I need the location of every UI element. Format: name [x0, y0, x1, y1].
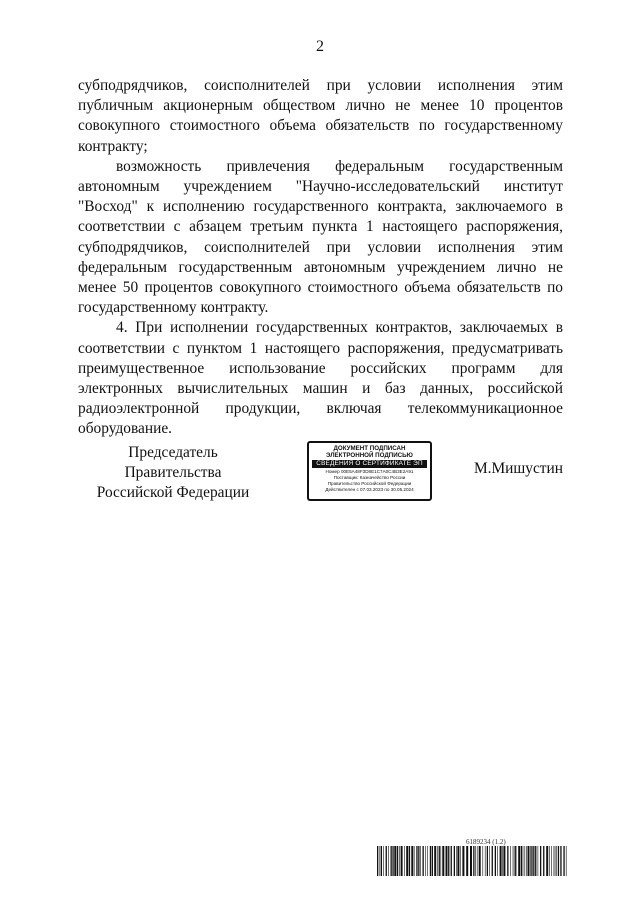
barcode-bar	[528, 846, 530, 876]
barcode-bar	[495, 846, 496, 876]
barcode-image	[377, 846, 567, 876]
document-body	[78, 76, 563, 440]
barcode-number: 6189234 (1.2)	[466, 838, 506, 846]
barcode-bar	[518, 846, 520, 876]
stamp-validity: Действителен с 07.03.2023 по 30.05.2024	[325, 487, 414, 492]
barcode-bar	[399, 846, 400, 876]
barcode-bar	[477, 846, 478, 876]
barcode-bar	[551, 846, 552, 876]
paragraph-item-4: 4. При исполнении государственных контрактов, заключаемых в соответствии с пунктом 1 настоящего распоряжения, предусматривать преимущественное использование российских программ для электронных вычислительных машин и баз данных, российской радиоэлектронной продукции, включая телекоммуникационное оборудование.	[78, 319, 563, 438]
barcode-bar	[404, 846, 405, 876]
barcode-bar	[420, 846, 421, 876]
barcode-bar	[470, 846, 472, 876]
electronic-signature-stamp	[307, 441, 432, 501]
page-number: 2	[316, 38, 324, 55]
barcode-bar	[514, 846, 515, 876]
barcode-bar	[388, 846, 389, 876]
barcode-bar	[546, 846, 548, 876]
barcode-bar	[414, 846, 415, 876]
barcode-bar	[533, 846, 534, 876]
barcode-bar	[513, 846, 514, 876]
barcode-bar	[526, 846, 527, 876]
barcode-bar	[430, 846, 431, 876]
barcode-bar	[515, 846, 516, 876]
barcode-bar	[535, 846, 536, 876]
barcode-bar	[523, 846, 524, 876]
stamp-title	[309, 445, 430, 459]
barcode-bar	[560, 846, 561, 876]
barcode-bar	[446, 846, 448, 876]
stamp-owner: Правительство Российской Федерации	[327, 481, 412, 486]
barcode-bar	[538, 846, 539, 876]
paragraph-voskhod: возможность привлечения федеральным государственным автономным учреждением "Научно-исследовательский институт "Восход" к исполнению государственного контракта, заключаемого в соответствии с абзацем третьим пункта 1 настоящего распоряжения, субподрядчиков, соисполнителей при условии исполнения этим федеральным государственным автономным учреждением лично не менее 50 процентов совокупного стоимостного объема обязательств по государственному контракту.	[78, 157, 563, 317]
barcode-bar	[497, 846, 498, 876]
barcode-bar	[502, 846, 503, 876]
barcode-bar	[530, 846, 531, 876]
barcode-bar	[540, 846, 541, 876]
barcode-bar	[475, 846, 476, 876]
barcode-bar	[549, 846, 550, 876]
barcode-bar	[531, 846, 532, 876]
barcode-bar	[383, 846, 384, 876]
barcode-bar	[432, 846, 433, 876]
barcode-bar	[525, 846, 526, 876]
barcode-bar	[441, 846, 442, 876]
barcode-bar	[566, 846, 567, 876]
barcode-bar	[555, 846, 556, 876]
barcode-bar	[401, 846, 403, 876]
barcode-bar	[439, 846, 440, 876]
barcode-bar	[406, 846, 408, 876]
barcode-bar	[558, 846, 559, 876]
signatory-position	[78, 443, 268, 503]
stamp-issuer: Поставщик: Казначейство России	[333, 475, 406, 480]
barcode-bar	[386, 846, 387, 876]
barcode-bar	[503, 846, 505, 876]
barcode-bar	[418, 846, 419, 876]
barcode-bar	[434, 846, 436, 876]
signatory-position-line2: Российской Федерации	[96, 484, 250, 501]
barcode-bar	[391, 846, 392, 876]
barcode-bar	[392, 846, 393, 876]
barcode-bar	[492, 846, 493, 876]
barcode-bar	[483, 846, 484, 876]
barcode-bar	[554, 846, 555, 876]
barcode-bar	[485, 846, 486, 876]
barcode-bar	[425, 846, 426, 876]
barcode-bar	[457, 846, 459, 876]
barcode-bar	[409, 846, 410, 876]
barcode-bar	[451, 846, 452, 876]
barcode-bar	[556, 846, 557, 876]
barcode-bar	[380, 846, 381, 876]
barcode-bar	[377, 846, 378, 876]
stamp-title-line1: ДОКУМЕНТ ПОДПИСАН	[333, 445, 406, 452]
barcode-bar	[500, 846, 502, 876]
barcode-bar	[543, 846, 544, 876]
barcode-bar	[454, 846, 455, 876]
barcode-bar	[442, 846, 444, 876]
barcode-bar	[460, 846, 461, 876]
barcode-bar	[416, 846, 417, 876]
stamp-title-line2: ЭЛЕКТРОННОЙ ПОДПИСЬЮ	[326, 452, 413, 459]
barcode-bar	[462, 846, 464, 876]
signatory-position-line1: Председатель Правительства	[124, 444, 222, 481]
barcode-bar	[507, 846, 508, 876]
barcode-bar	[473, 846, 474, 876]
paragraph-continuation: субподрядчиков, соисполнителей при условии исполнения этим публичным акционерным обществом лично не менее 10 процентов совокупного стоимостного объема обязательств по государственному контракту;	[78, 77, 563, 155]
barcode-bar	[448, 846, 449, 876]
barcode-bar	[479, 846, 481, 876]
barcode-bar	[394, 846, 396, 876]
barcode-bar	[563, 846, 564, 876]
signatory-name: М.Мишустин	[473, 460, 563, 477]
barcode-bar	[466, 846, 468, 876]
barcode-bar	[397, 846, 398, 876]
barcode-bar	[489, 846, 490, 876]
stamp-serial: 00E5A48F3D8E1C7A0C4B3E2A91	[340, 469, 414, 474]
barcode-bar	[521, 846, 522, 876]
barcode-bar	[437, 846, 438, 876]
barcode-bar	[487, 846, 488, 876]
barcode-bar	[510, 846, 511, 876]
barcode-bar	[427, 846, 428, 876]
barcode-bar	[456, 846, 457, 876]
barcode-bar	[423, 846, 424, 876]
barcode-bar	[381, 846, 382, 876]
stamp-serial-label: Номер	[325, 469, 340, 474]
stamp-certificate-bar: СВЕДЕНИЯ О СЕРТИФИКАТЕ ЭП	[312, 460, 427, 468]
barcode-bar	[411, 846, 413, 876]
